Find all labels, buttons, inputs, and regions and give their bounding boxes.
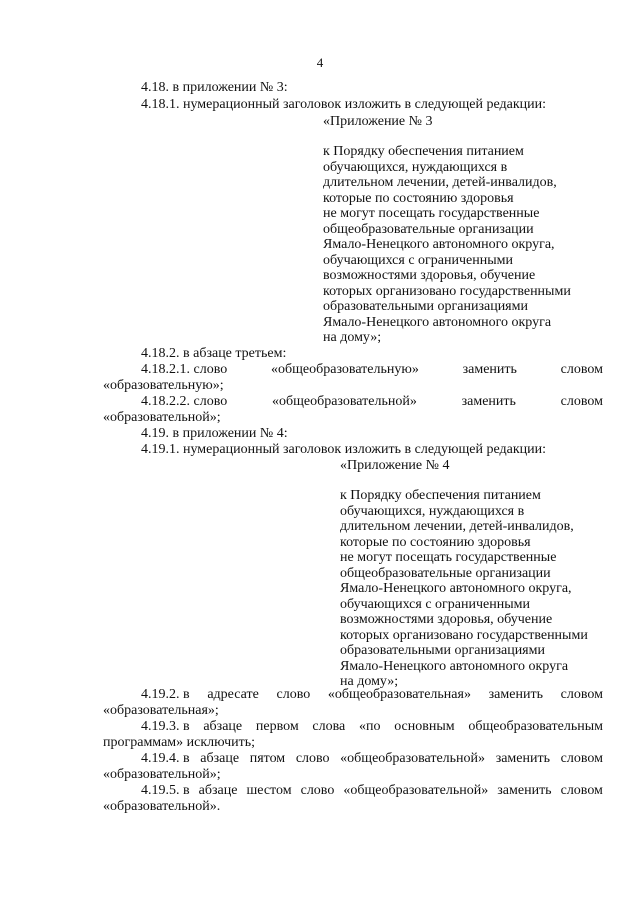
appendix-4-caption [340,488,588,690]
word: словом [560,394,603,409]
item-4-19-4-continuation: «образовательной»; [103,767,221,782]
item-4-19-4 [141,751,603,767]
item-4-19-2 [141,687,603,703]
appendix-4-line: которых организовано государственными [340,627,588,643]
appendix-3-line: которые по состоянию здоровья [323,190,514,206]
word: словом [560,362,603,377]
word: слово [295,751,330,766]
word: 4.19.3. в [141,719,190,734]
item-4-19-1: 4.19.1. нумерационный заголовок изложить в следующей редакции: [141,442,546,457]
appendix-4-line: обучающихся с ограниченными [340,596,530,612]
word: слова [312,719,346,734]
word: слово [276,687,311,702]
appendix-3-line: обучающихся с ограниченными [323,252,513,268]
word: первом [255,719,299,734]
word: 4.19.4. в [141,751,190,766]
word: 4.18.2.1. слово [141,362,228,377]
word: шестом [246,783,292,798]
word: 4.19.2. в [141,687,190,702]
appendix-3-line: общеобразовательные организации [323,221,534,237]
item-4-19-2-continuation: «образовательная»; [103,703,219,718]
word: «общеобразовательная» [327,687,471,702]
appendix-3-line: возможностями здоровья, обучение [323,268,536,283]
appendix-4-line: не могут посещать государственные [340,550,557,565]
appendix-3-line: образовательными организациями [323,299,528,314]
word: заменить [488,687,543,702]
appendix-4-line: обучающихся, нуждающихся в [340,503,525,519]
word: словом [560,751,603,766]
word: заменить [462,362,517,377]
section-4-18-heading: 4.18. в приложении № 3: [141,80,288,95]
appendix-4-title: «Приложение № 4 [340,458,450,473]
word: «общеобразовательной» [343,783,489,798]
item-4-19-3-continuation: программам» исключить; [103,735,255,750]
word: абзаце [198,783,238,798]
word: «общеобразовательную» [270,362,419,377]
section-4-19-heading: 4.19. в приложении № 4: [141,426,288,441]
appendix-3-line: Ямало-Ненецкого автономного округа, [323,237,555,252]
word: пятом [249,751,286,766]
item-4-18-2: 4.18.2. в абзаце третьем: [141,346,287,361]
appendix-3-title: «Приложение № 3 [323,114,433,129]
appendix-4-line: Ямало-Ненецкого автономного округа, [340,581,572,596]
appendix-3-line: на дому»; [323,330,382,345]
word: заменить [495,751,550,766]
item-4-18-2-2-continuation: «образовательной»; [103,410,221,425]
appendix-4-line: Ямало-Ненецкого автономного округа [340,658,569,674]
item-4-18-2-1 [141,362,603,378]
word: основным [394,719,455,734]
appendix-4-line: длительном лечении, детей-инвалидов, [340,519,574,534]
item-4-19-5 [141,783,603,799]
word: заменить [461,394,516,409]
word: слово [300,783,335,798]
word: словом [560,687,603,702]
appendix-4-line: на дому»; [340,674,399,689]
word: словом [560,783,603,798]
appendix-4-line: образовательными организациями [340,643,545,658]
word: 4.18.2.2. слово [141,394,228,409]
appendix-4-line: возможностями здоровья, обучение [340,612,553,627]
appendix-3-line: к Порядку обеспечения питанием [323,144,524,159]
item-4-19-5-continuation: «образовательной». [103,799,221,814]
page-number: 4 [316,55,324,70]
appendix-3-line: длительном лечении, детей-инвалидов, [323,175,557,190]
appendix-3-line: Ямало-Ненецкого автономного округа [323,314,552,330]
appendix-4-line: которые по состоянию здоровья [340,534,531,550]
word: «по [358,719,381,734]
item-4-18-2-2 [141,394,603,410]
word: абзаце [203,719,243,734]
appendix-4-line: к Порядку обеспечения питанием [340,488,541,503]
appendix-3-line: не могут посещать государственные [323,206,540,221]
word: абзаце [200,751,240,766]
appendix-3-caption [323,144,571,346]
word: «общеобразовательной» [340,751,486,766]
item-4-19-3 [141,719,603,735]
appendix-3-line: обучающихся, нуждающихся в [323,159,508,175]
word: 4.19.5. в [141,783,190,798]
appendix-4-line: общеобразовательные организации [340,565,551,581]
item-4-18-1: 4.18.1. нумерационный заголовок изложить в следующей редакции: [141,97,546,112]
word: общеобразовательным [468,719,603,734]
word: адресате [207,687,259,702]
word: заменить [497,783,552,798]
appendix-3-line: которых организовано государственными [323,283,571,299]
word: «общеобразовательной» [271,394,417,409]
item-4-18-2-1-continuation: «образовательную»; [103,378,224,393]
